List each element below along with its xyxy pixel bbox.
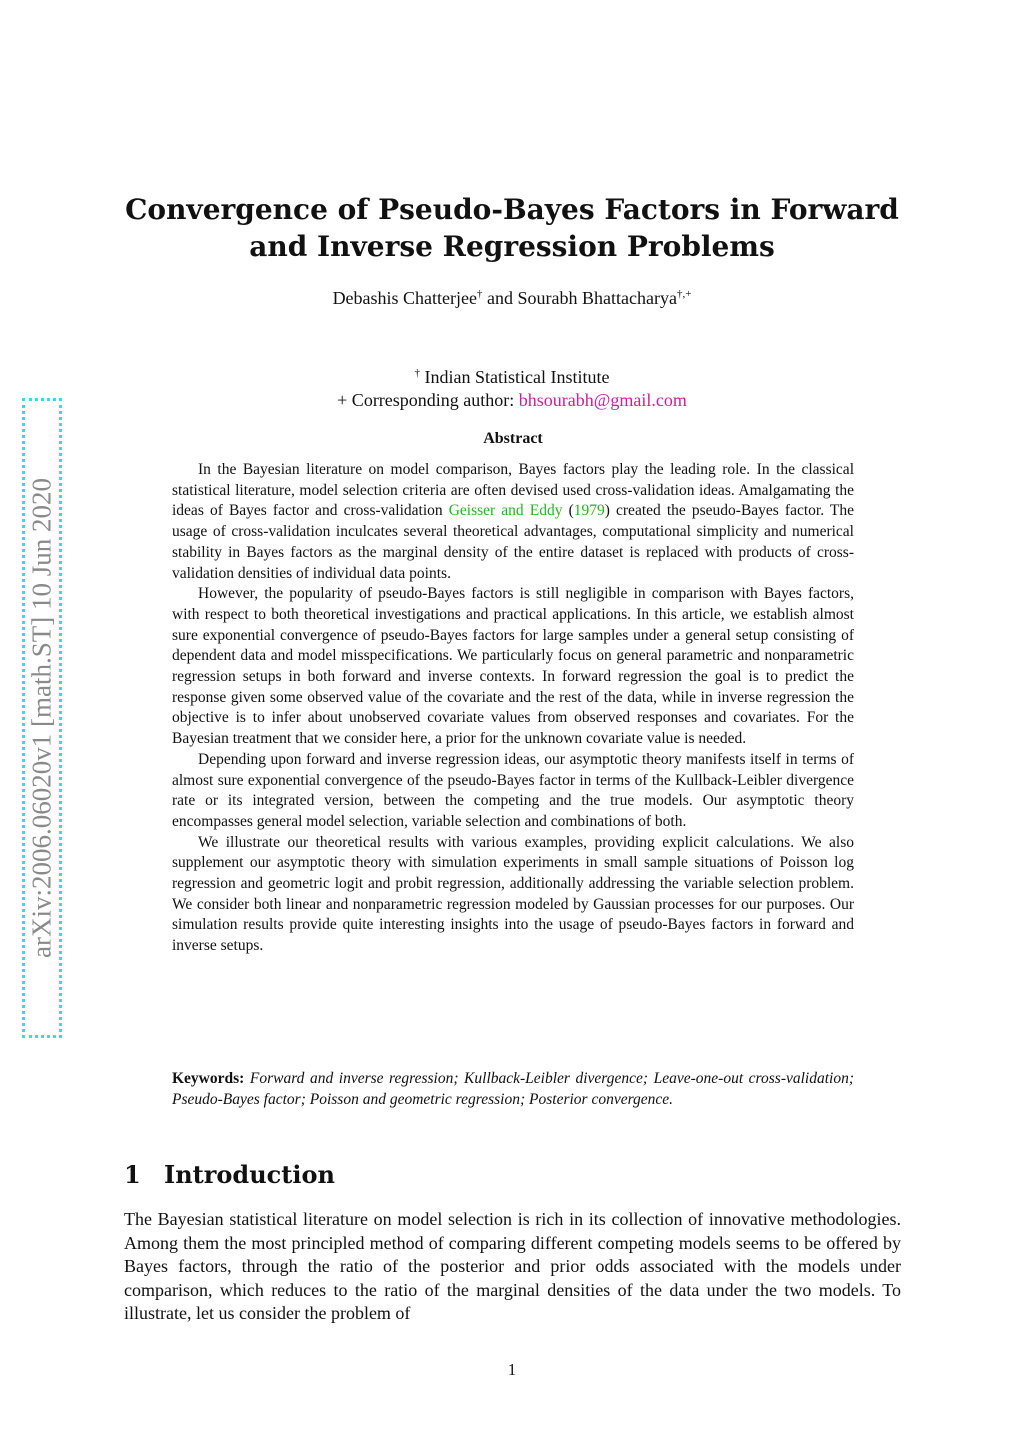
author-1: Debashis Chatterjee <box>332 288 478 308</box>
section-title: Introduction <box>164 1160 335 1189</box>
paper-title <box>120 191 904 265</box>
title-line-1: Convergence of Pseudo-Bayes Factors in Forward <box>125 193 899 226</box>
abstract-paragraph: However, the popularity of pseudo-Bayes factors is still negligible in comparison with Bayes factors, with respect to both theoretical investigations and practical applications. In this article, we establish almost sure exponential convergence of pseudo-Bayes factors for large samples under a general setup consisting of dependent data and model misspecifications. We particularly focus on general parametric and nonparametric regression setups in both forward and inverse contexts. In forward regression the goal is to predict the response given some observed value of the covariate and the rest of the data, while in inverse regression the objective is to infer about unobserved covariate values from observed responses and covariates. For the Bayesian treatment that we consider here, a prior for the unknown covariate value is needed. <box>172 585 854 748</box>
author-2: Sourabh Bhattacharya <box>517 288 677 308</box>
abstract-paragraph: Depending upon forward and inverse regression ideas, our asymptotic theory manifests itself in terms of almost sure exponential convergence of the pseudo-Bayes factor in terms of the Kullback-Leibler divergence rate or its integrated version, between the competing and the true models. Our asymptotic theory encompasses general model selection, variable selection and combinations of both. <box>172 750 854 830</box>
arxiv-stamp-text: arXiv:2006.06020v1 [math.ST] 10 Jun 2020 <box>26 478 57 958</box>
introduction-text <box>124 1208 901 1326</box>
abstract-paragraph: We illustrate our theoretical results with various examples, providing explicit calculations. We also supplement our asymptotic theory with simulation experiments in small sample situations of Poisson log regression and geometric logit and probit regression, additionally addressing the variable selection problem. We consider both linear and nonparametric regression modeled by Gaussian processes for our purposes. Our simulation results provide quite interesting insights into the usage of pseudo-Bayes factors in forward and inverse setups. <box>172 833 854 955</box>
keywords-block <box>172 1068 854 1110</box>
section-heading <box>124 1160 335 1189</box>
email-link[interactable]: bhsourabh@gmail.com <box>518 390 687 410</box>
citation-authors-link[interactable]: Geisser and Eddy <box>448 502 563 520</box>
affiliation-block <box>160 366 864 412</box>
corresponding-label: + Corresponding author: <box>337 390 519 410</box>
author-list <box>160 288 864 309</box>
page-number: 1 <box>507 1360 517 1379</box>
author-connector: and <box>482 288 518 308</box>
author-1-mark: † <box>477 288 483 300</box>
abstract-paragraph <box>172 460 854 584</box>
abstract-body <box>172 460 854 957</box>
author-2-mark: †,+ <box>676 288 692 300</box>
title-line-2: and Inverse Regression Problems <box>249 230 775 263</box>
citation-open: ( <box>562 502 574 520</box>
abstract-p1-start: In the Bayesian literature on model comparison, Bayes factors play the leading role. In the classical statistical literature, model selection criteria are often devised used cross-validation ideas. Amalgamating the ideas of Bayes factor and cross-validation <box>172 461 854 520</box>
abstract-heading: Abstract <box>483 430 543 447</box>
keywords-text: Forward and inverse regression; Kullback-Leibler divergence; Leave-one-out cross-validation; Pseudo-Bayes factor; Poisson and geometric regression; Posterior convergence. <box>172 1070 855 1108</box>
abstract-p1-end: ) created the pseudo-Bayes factor. The usage of cross-validation inculcates several theoretical advantages, computational simplicity and numerical stability in Bayes factors as the marginal density of the entire dataset is replaced with products of cross-validation densities of individual data points. <box>172 502 854 582</box>
affiliation-mark: † <box>414 367 421 379</box>
arxiv-stamp <box>22 398 68 1038</box>
institute: Indian Statistical Institute <box>420 367 610 387</box>
section-number: 1 <box>124 1160 141 1189</box>
keywords-label: Keywords: <box>172 1070 245 1087</box>
intro-paragraph: The Bayesian statistical literature on model selection is rich in its collection of innovative methodologies. Among them the most principled method of comparing different competing models seems to be offered by Bayes factors, through the ratio of the posterior and prior odds associated with the models under comparison, which reduces to the ratio of the marginal densities of the data under the two models. To illustrate, let us consider the problem of <box>124 1209 901 1323</box>
citation-year-link[interactable]: 1979 <box>573 502 605 520</box>
